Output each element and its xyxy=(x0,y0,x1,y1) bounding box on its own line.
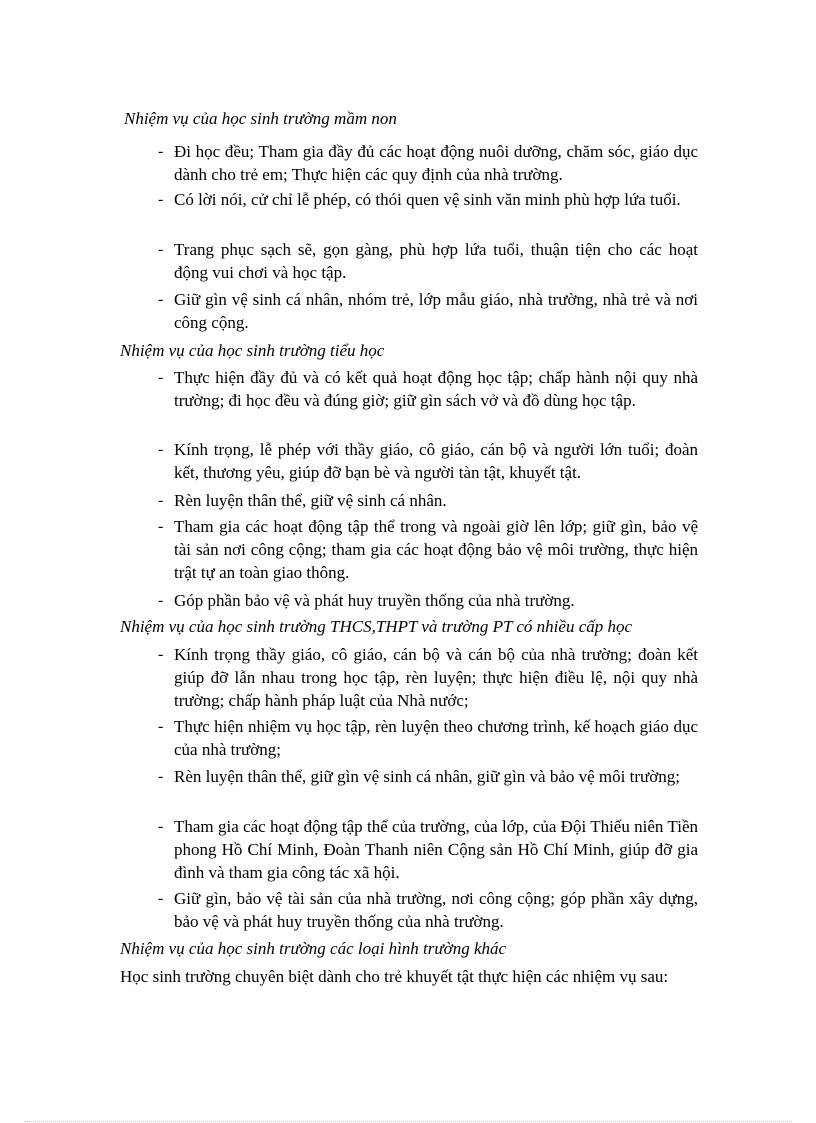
bullet-marker: - xyxy=(158,646,164,663)
list-item-text: Trang phục sạch sẽ, gọn gàng, phù hợp lứa tuổi, thuận tiện cho các hoạt động vui chơi và học tập. xyxy=(174,240,698,282)
list-item-text: Góp phần bảo vệ và phát huy truyền thống của nhà trường. xyxy=(174,591,575,610)
section-heading-preschool: Nhiệm vụ của học sinh trường mầm non xyxy=(124,109,397,128)
list-item-text: Thực hiện đầy đủ và có kết quả hoạt động học tập; chấp hành nội quy nhà trường; đi học đều và đúng giờ; giữ gìn sách vở và đồ dùng học tập. xyxy=(174,368,698,410)
list-item-text: Tham gia các hoạt động tập thể của trường, của lớp, của Đội Thiếu niên Tiền phong Hồ Chí Minh, Đoàn Thanh niên Cộng sản Hồ Chí Minh, giúp đỡ gia đình và tham gia công tác xã hội. xyxy=(174,817,698,882)
bullet-marker: - xyxy=(158,492,164,509)
bullet-marker: - xyxy=(158,241,164,258)
list-item xyxy=(158,438,698,484)
list-item xyxy=(158,887,698,933)
list-item-text: Tham gia các hoạt động tập thể trong và ngoài giờ lên lớp; giữ gìn, bảo vệ tài sản nơi công cộng; tham gia các hoạt động bảo vệ môi trường, thực hiện trật tự an toàn giao thông. xyxy=(174,517,698,582)
list-item-text: Kính trọng thầy giáo, cô giáo, cán bộ và cán bộ của nhà trường; đoàn kết giúp đỡ lẫn nhau trong học tập, rèn luyện; thực hiện điều lệ, nội quy nhà trường; chấp hành pháp luật của Nhà nước; xyxy=(174,645,698,710)
list-item xyxy=(158,188,698,211)
list-item xyxy=(158,815,698,884)
list-item-text: Có lời nói, cử chỉ lễ phép, có thói quen vệ sinh văn minh phù hợp lứa tuổi. xyxy=(174,190,681,209)
list-item xyxy=(158,515,698,584)
list-item xyxy=(158,489,698,512)
list-item-text: Giữ gìn, bảo vệ tài sản của nhà trường, nơi công cộng; góp phần xây dựng, bảo vệ và phát huy truyền thống của nhà trường. xyxy=(174,889,698,931)
list-item xyxy=(158,238,698,284)
bullet-marker: - xyxy=(158,143,164,160)
list-item-text: Đi học đều; Tham gia đầy đủ các hoạt động nuôi dưỡng, chăm sóc, giáo dục dành cho trẻ em; Thực hiện các quy định của nhà trường. xyxy=(174,142,698,184)
list-item-text: Kính trọng, lễ phép với thầy giáo, cô giáo, cán bộ và người lớn tuổi; đoàn kết, thương yêu, giúp đỡ bạn bè và người tàn tật, khuyết tật. xyxy=(174,440,698,482)
list-item xyxy=(158,643,698,712)
bullet-marker: - xyxy=(158,768,164,785)
bullet-marker: - xyxy=(158,191,164,208)
list-item-text: Thực hiện nhiệm vụ học tập, rèn luyện theo chương trình, kế hoạch giáo dục của nhà trường; xyxy=(174,717,698,759)
bullet-marker: - xyxy=(158,441,164,458)
page-bottom-divider xyxy=(24,1121,792,1122)
bullet-marker: - xyxy=(158,890,164,907)
bullet-marker: - xyxy=(158,291,164,308)
section-heading-primary: Nhiệm vụ của học sinh trường tiểu học xyxy=(120,341,385,360)
list-item xyxy=(158,715,698,761)
section-heading-secondary: Nhiệm vụ của học sinh trường THCS,THPT và trường PT có nhiều cấp học xyxy=(120,617,633,636)
list-item-text: Rèn luyện thân thể, giữ vệ sinh cá nhân. xyxy=(174,491,447,510)
closing-paragraph: Học sinh trường chuyên biệt dành cho trẻ khuyết tật thực hiện các nhiệm vụ sau: xyxy=(120,967,669,986)
list-item xyxy=(158,366,698,412)
bullet-marker: - xyxy=(158,592,164,609)
list-item xyxy=(158,765,698,788)
bullet-marker: - xyxy=(158,718,164,735)
section-heading-other-schools: Nhiệm vụ của học sinh trường các loại hình trường khác xyxy=(120,939,507,958)
list-item xyxy=(158,589,698,612)
list-item-text: Rèn luyện thân thể, giữ gìn vệ sinh cá nhân, giữ gìn và bảo vệ môi trường; xyxy=(174,767,680,786)
bullet-marker: - xyxy=(158,818,164,835)
bullet-marker: - xyxy=(158,518,164,535)
list-item-text: Giữ gìn vệ sinh cá nhân, nhóm trẻ, lớp mẫu giáo, nhà trường, nhà trẻ và nơi công cộng. xyxy=(174,290,698,332)
list-item xyxy=(158,288,698,334)
bullet-marker: - xyxy=(158,369,164,386)
list-item xyxy=(158,140,698,186)
